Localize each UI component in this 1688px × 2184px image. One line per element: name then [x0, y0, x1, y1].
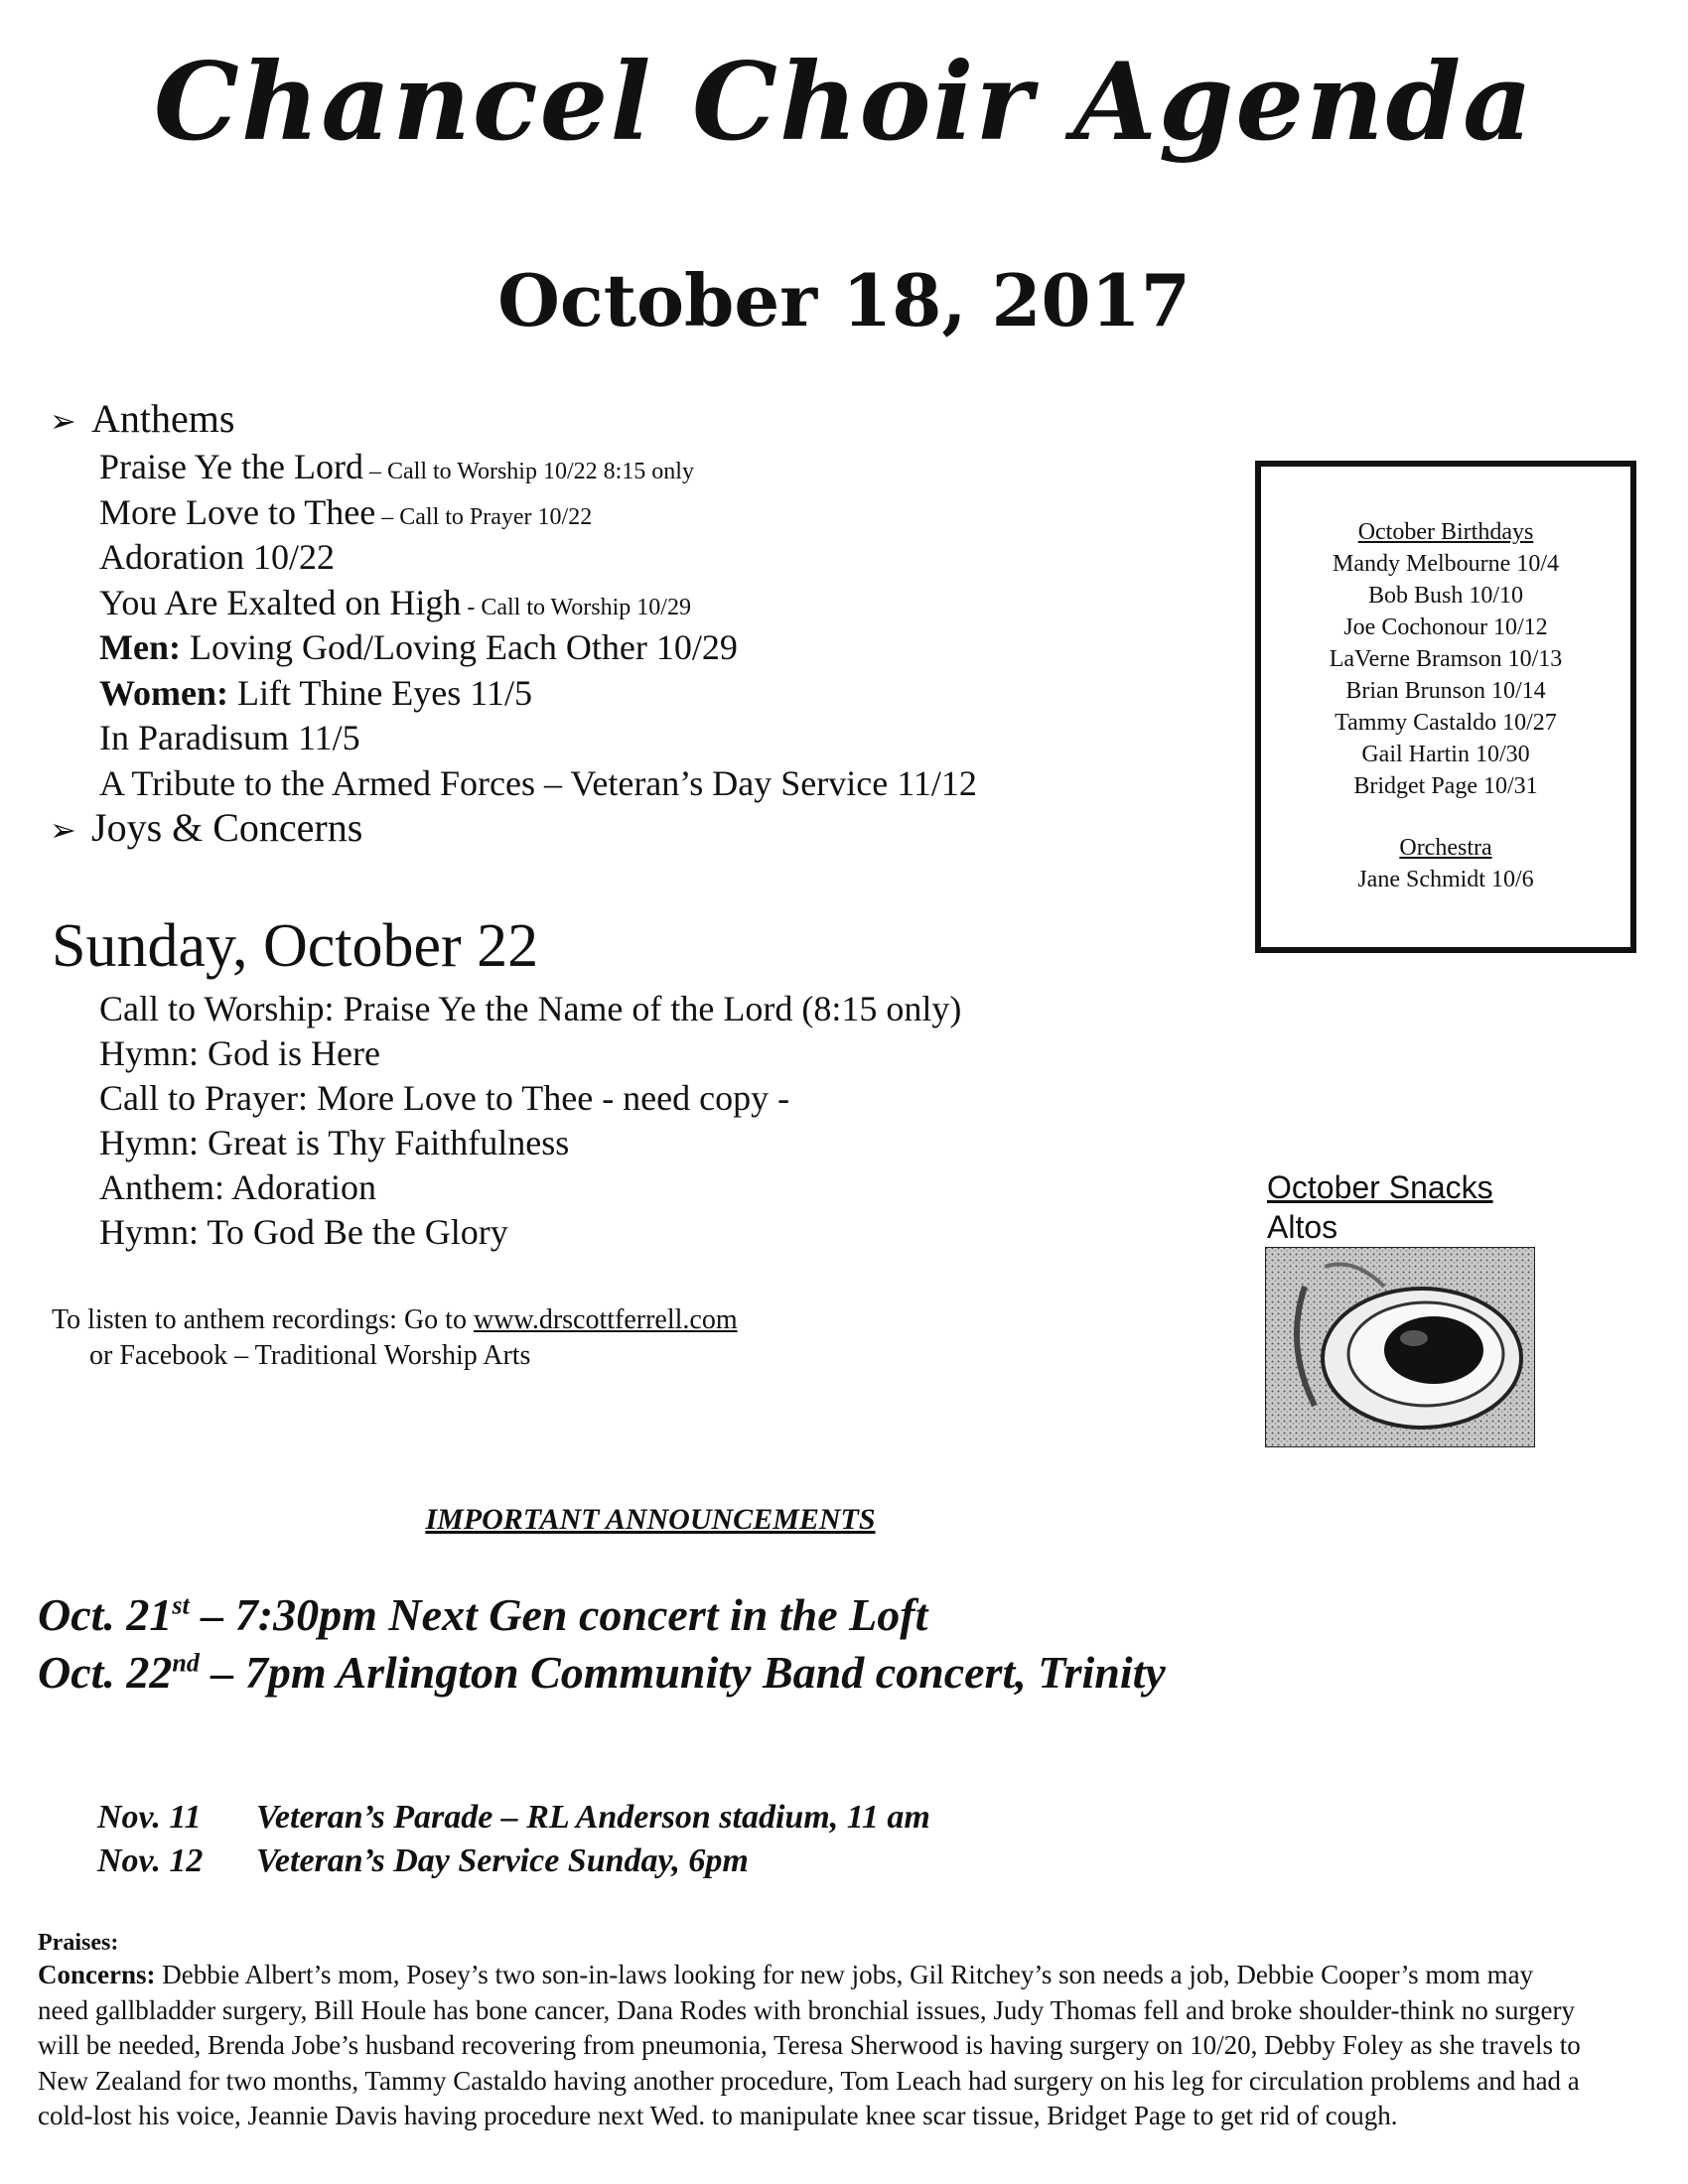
service-order-list	[99, 987, 1192, 1255]
anthem-voice-label: Women:	[99, 672, 228, 713]
event-date: Nov. 11	[97, 1799, 202, 1836]
announcement-item	[38, 1646, 1166, 1699]
anthems-heading-label: Anthems	[91, 396, 235, 441]
snacks-info	[1267, 1167, 1493, 1247]
arrow-bullet-icon: ➢	[50, 812, 76, 848]
announcement-date: Oct. 21	[38, 1589, 173, 1640]
anthem-note: – Call to Prayer 10/22	[375, 503, 593, 530]
birthday-item: Bridget Page 10/31	[1353, 773, 1538, 799]
concerns-text: Debbie Albert’s mom, Posey’s two son-in-laws looking for new jobs, Gil Ritchey’s son needs a job, Debbie Cooper’s mom may need gallbladder surgery, Bill Houle has bone cancer, Dana Rodes with bronchial issues, Judy Thomas fell and broke shoulder-think no surgery will be needed, Brenda Jobe’s husband recovering from pneumonia, Teresa Sherwood is having surgery on 10/20, Debby Foley as she travels to New Zealand for two months, Tammy Castaldo having another procedure, Tom Leach had surgery on his leg for circulation problems and had a cold-lost his voice, Jeannie Davis having procedure next Wed. to manipulate knee scar tissue, Bridget Page to get rid of cough.	[38, 1960, 1581, 2130]
concerns-paragraph	[38, 1958, 1587, 2134]
orchestra-block	[1261, 832, 1630, 895]
anthem-note: - Call to Worship 10/29	[461, 594, 691, 620]
anthem-title: A Tribute to the Armed Forces – Veteran’s Day Service 11/12	[99, 762, 977, 803]
anthem-note: – Call to Worship 10/22 8:15 only	[362, 459, 694, 484]
anthem-list	[99, 445, 1192, 806]
listen-prefix: To listen to anthem recordings: Go to	[52, 1304, 474, 1335]
service-item: Hymn: God is Here	[99, 1033, 380, 1073]
orchestra-heading: Orchestra	[1399, 835, 1492, 861]
anthem-item	[99, 535, 1192, 581]
orchestra-birthday-item: Jane Schmidt 10/6	[1357, 867, 1534, 892]
snacks-heading: October Snacks	[1267, 1169, 1493, 1205]
coffee-cup-image	[1265, 1247, 1535, 1447]
event-text: Veteran’s Day Service Sunday, 6pm	[256, 1843, 749, 1879]
anthem-title: Lift Thine Eyes 11/5	[228, 672, 532, 713]
event-text: Veteran’s Parade – RL Anderson stadium, 11 am	[256, 1799, 930, 1836]
service-item: Call to Prayer: More Love to Thee - need copy -	[99, 1078, 790, 1118]
birthday-item: Mandy Melbourne 10/4	[1333, 551, 1559, 577]
listen-line-1	[52, 1302, 738, 1338]
anthem-voice-label: Men:	[99, 627, 181, 667]
anthem-title: You Are Exalted on High	[99, 582, 462, 622]
announcement-item	[38, 1588, 927, 1641]
birthday-item: Gail Hartin 10/30	[1361, 742, 1530, 767]
announcement-date: Oct. 22	[38, 1647, 173, 1698]
listen-line-2: or Facebook – Traditional Worship Arts	[89, 1340, 531, 1371]
anthem-item	[99, 445, 1192, 490]
snacks-section: Altos	[1267, 1209, 1338, 1245]
anthem-item	[99, 671, 1192, 717]
birthdays-content	[1261, 516, 1630, 895]
anthem-title: Loving God/Loving Each Other 10/29	[180, 627, 738, 667]
birthday-item: Tammy Castaldo 10/27	[1335, 710, 1557, 736]
announcements-heading: IMPORTANT ANNOUNCEMENTS	[425, 1503, 876, 1536]
anthem-item	[99, 761, 1192, 807]
service-item: Hymn: Great is Thy Faithfulness	[99, 1123, 570, 1162]
birthdays-box	[1255, 461, 1636, 953]
birthday-item: Bob Bush 10/10	[1367, 583, 1524, 609]
anthem-title: In Paradisum 11/5	[99, 718, 360, 757]
arrow-bullet-icon: ➢	[50, 403, 76, 439]
announcement-date-suffix: nd	[172, 1648, 200, 1678]
anthem-item	[99, 625, 1192, 671]
anthem-item	[99, 581, 1192, 626]
listen-info	[52, 1302, 738, 1374]
birthday-item: LaVerne Bramson 10/13	[1329, 646, 1563, 672]
service-item: Hymn: To God Be the Glory	[99, 1212, 508, 1252]
anthem-item	[99, 490, 1192, 536]
anthem-item	[99, 716, 1192, 761]
recordings-link[interactable]: www.drscottferrell.com	[473, 1304, 738, 1335]
service-item: Call to Worship: Praise Ye the Name of the Lord (8:15 only)	[99, 989, 962, 1028]
birthdays-heading: October Birthdays	[1357, 519, 1534, 545]
service-item: Anthem: Adoration	[99, 1167, 376, 1207]
anthem-title: More Love to Thee	[99, 491, 376, 532]
anthem-title: Adoration 10/22	[99, 537, 335, 577]
joys-concerns-label: Joys & Concerns	[91, 805, 363, 850]
joys-concerns-heading	[50, 804, 362, 851]
anthem-title: Praise Ye the Lord	[99, 447, 363, 486]
sunday-heading: Sunday, October 22	[52, 912, 539, 980]
anthems-heading	[50, 395, 234, 442]
announcement-text: – 7:30pm Next Gen concert in the Loft	[189, 1589, 928, 1640]
november-event	[97, 1843, 749, 1880]
announcement-text: – 7pm Arlington Community Band concert, Trinity	[199, 1647, 1166, 1698]
praises-label: Praises:	[38, 1930, 119, 1956]
november-event	[97, 1799, 930, 1837]
announcement-date-suffix: st	[172, 1590, 190, 1620]
event-date: Nov. 12	[97, 1843, 204, 1879]
concerns-label: Concerns:	[38, 1960, 156, 1989]
page-title: Chancel Choir Agenda	[153, 40, 1535, 165]
birthday-item: Brian Brunson 10/14	[1345, 678, 1546, 704]
birthday-item: Joe Cochonour 10/12	[1343, 614, 1548, 640]
agenda-date: October 18, 2017	[497, 258, 1191, 342]
